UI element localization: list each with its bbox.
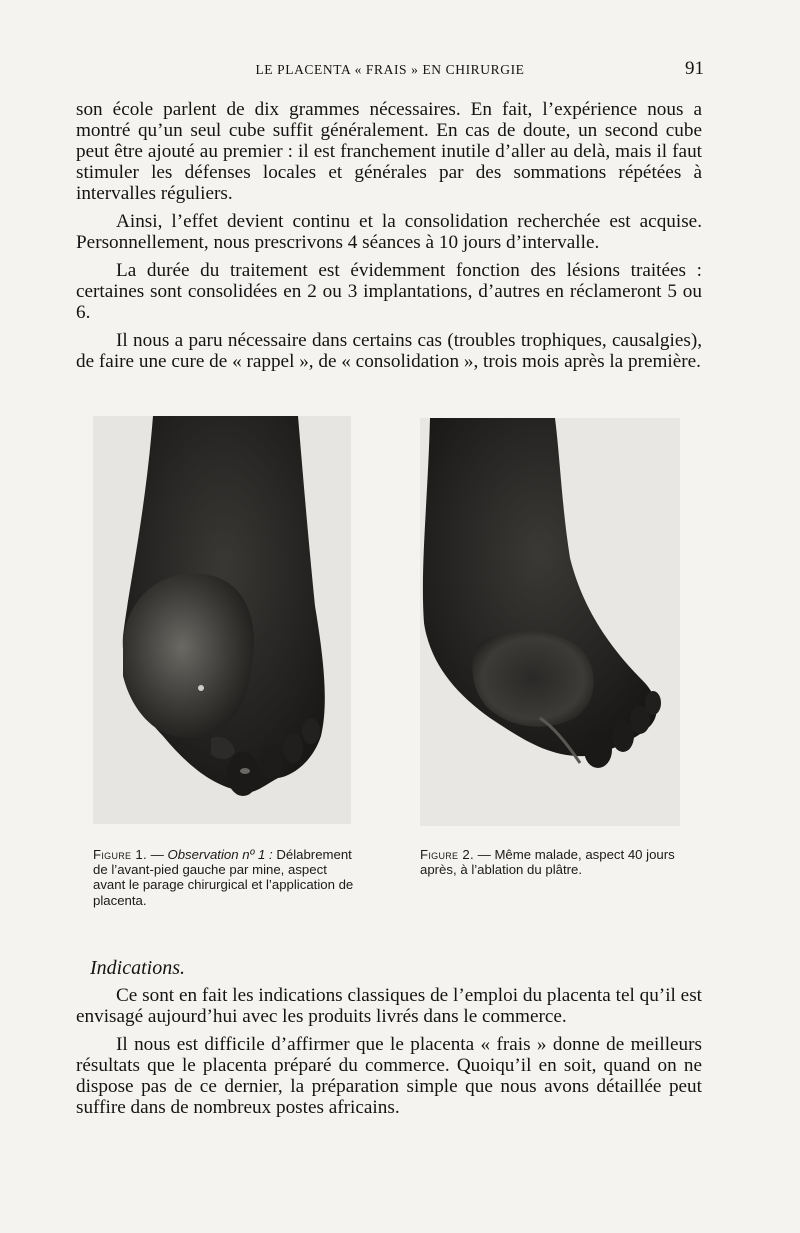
- caption-text: Même malade, aspect 40 jours après, à l’ablation du plâtre.: [420, 847, 675, 878]
- figure-label: Figure 1.: [93, 847, 147, 862]
- figure-1-caption: [93, 847, 355, 908]
- running-title: LE PLACENTA « FRAIS » EN CHIRURGIE: [255, 62, 525, 77]
- figure-2-caption: [420, 847, 682, 877]
- figure-2-photo: [420, 418, 680, 826]
- paragraph: Il nous a paru nécessaire dans certains cas (troubles trophiques, causalgies), de faire une cure de « rappel », de « consolidation », trois mois après la première.: [76, 330, 702, 372]
- paragraph: Il nous est difficile d’affirmer que le placenta « frais » donne de meilleurs résultats que le placenta préparé du commerce. Quoiqu’il en soit, quand on ne dispose pas de ce dernier, la préparation simple que nous avons détaillée peut suffire dans de nombreux postes africains.: [76, 1034, 702, 1118]
- foot-after-photo: [420, 418, 680, 826]
- figure-label: Figure 2.: [420, 847, 474, 862]
- figure-1-photo: [93, 416, 351, 824]
- running-head: [76, 58, 704, 84]
- observation-ref: Observation nº 1 :: [167, 847, 273, 862]
- foot-before-photo: [93, 416, 351, 824]
- section-heading: Indications.: [90, 957, 185, 979]
- paragraph: Ainsi, l’effet devient continu et la consolidation recherchée est acquise. Personnellement, nous prescrivons 4 séances à 10 jours d’intervalle.: [76, 211, 702, 253]
- caption-text: Délabrement de l’avant-pied gauche par mine, aspect avant le parage chirurgical et l’application de placenta.: [93, 847, 354, 908]
- caption-dash: —: [146, 847, 168, 862]
- page-number: 91: [685, 58, 704, 79]
- body-text-bottom: [76, 985, 702, 1125]
- paragraph: Ce sont en fait les indications classiques de l’emploi du placenta tel qu’il est envisagé aujourd’hui avec les produits livrés dans le commerce.: [76, 985, 702, 1027]
- caption-dash: —: [473, 847, 495, 862]
- body-text-top: [76, 99, 702, 379]
- paragraph: La durée du traitement est évidemment fonction des lésions traitées : certaines sont consolidées en 2 ou 3 implantations, d’autres en réclameront 5 ou 6.: [76, 260, 702, 323]
- paragraph: son école parlent de dix grammes nécessaires. En fait, l’expérience nous a montré qu’un seul cube suffit généralement. En cas de doute, un second cube peut être ajouté au premier : il est franchement inutile d’aller au delà, mais il faut stimuler les défenses locales et générales par des sommations répétées à intervalles réguliers.: [76, 99, 702, 204]
